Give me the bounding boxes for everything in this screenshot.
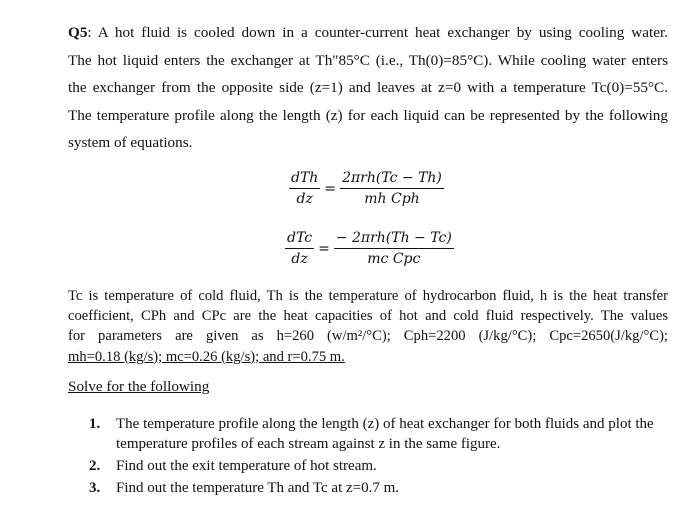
eq1-lhs-numerator: dTh bbox=[289, 170, 320, 189]
definitions-line-3: for parameters are given as h=260 (w/m²/°C); Cph=2200 (J/kg/°C); Cpc=2650(J/kg/°C); bbox=[68, 328, 668, 345]
problem-statement bbox=[68, 19, 668, 157]
task-list bbox=[89, 414, 669, 500]
task-text: Find out the temperature Th and Tc at z=0.7 m. bbox=[116, 480, 400, 496]
equation-cold bbox=[285, 230, 454, 267]
task-number: 3. bbox=[89, 480, 101, 496]
task-text: The temperature profile along the length (z) of heat exchanger for both fluids and plot the temperature profiles of each stream against z in the same figure. bbox=[116, 416, 654, 452]
list-item bbox=[89, 456, 669, 476]
eq2-equals: = bbox=[318, 240, 330, 257]
list-item bbox=[89, 478, 669, 498]
statement-line-5: system of equations. bbox=[68, 134, 193, 152]
statement-line-4: The temperature profile along the length (z) for each liquid can be represented by the following bbox=[68, 106, 668, 124]
task-number: 2. bbox=[89, 458, 101, 474]
question-label: Q5 bbox=[68, 24, 88, 41]
statement-line-2: The hot liquid enters the exchanger at Th"85°C (i.e., Th(0)=85°C). While cooling water enters bbox=[68, 51, 668, 69]
statement-line-1: Q5: A hot fluid is cooled down in a counter-current heat exchanger by using cooling water. bbox=[68, 24, 668, 41]
task-text: Find out the exit temperature of hot stream. bbox=[116, 458, 377, 474]
eq2-rhs-numerator: − 2πrh(Th − Tc) bbox=[334, 230, 454, 249]
statement-line-3: the exchanger from the opposite side (z=1) and leaves at z=0 with a temperature Tc(0)=55°C. bbox=[68, 79, 668, 97]
eq1-rhs-numerator: 2πrh(Tc − Th) bbox=[340, 170, 444, 189]
equation-hot bbox=[289, 170, 444, 207]
parameter-definitions bbox=[68, 286, 668, 367]
definitions-line-2: coefficient, CPh and CPc are the heat capacities of hot and cold fluid respectively. The values bbox=[68, 308, 668, 325]
task-number: 1. bbox=[89, 416, 101, 432]
eq2-lhs-numerator: dTc bbox=[285, 230, 314, 249]
eq1-lhs-denominator: dz bbox=[296, 191, 313, 207]
list-item bbox=[89, 414, 669, 454]
eq1-rhs-denominator: mh Cph bbox=[364, 191, 420, 207]
eq2-lhs-denominator: dz bbox=[291, 251, 308, 267]
definitions-line-4: mh=0.18 (kg/s); mc=0.26 (kg/s); and r=0.75 m. bbox=[68, 348, 345, 365]
definitions-line-1: Tc is temperature of cold fluid, Th is the temperature of hydrocarbon fluid, h is the heat transfer bbox=[68, 288, 668, 304]
eq2-rhs-denominator: mc Cpc bbox=[367, 251, 421, 267]
solve-heading: Solve for the following bbox=[68, 378, 210, 395]
eq1-equals: = bbox=[324, 180, 337, 197]
